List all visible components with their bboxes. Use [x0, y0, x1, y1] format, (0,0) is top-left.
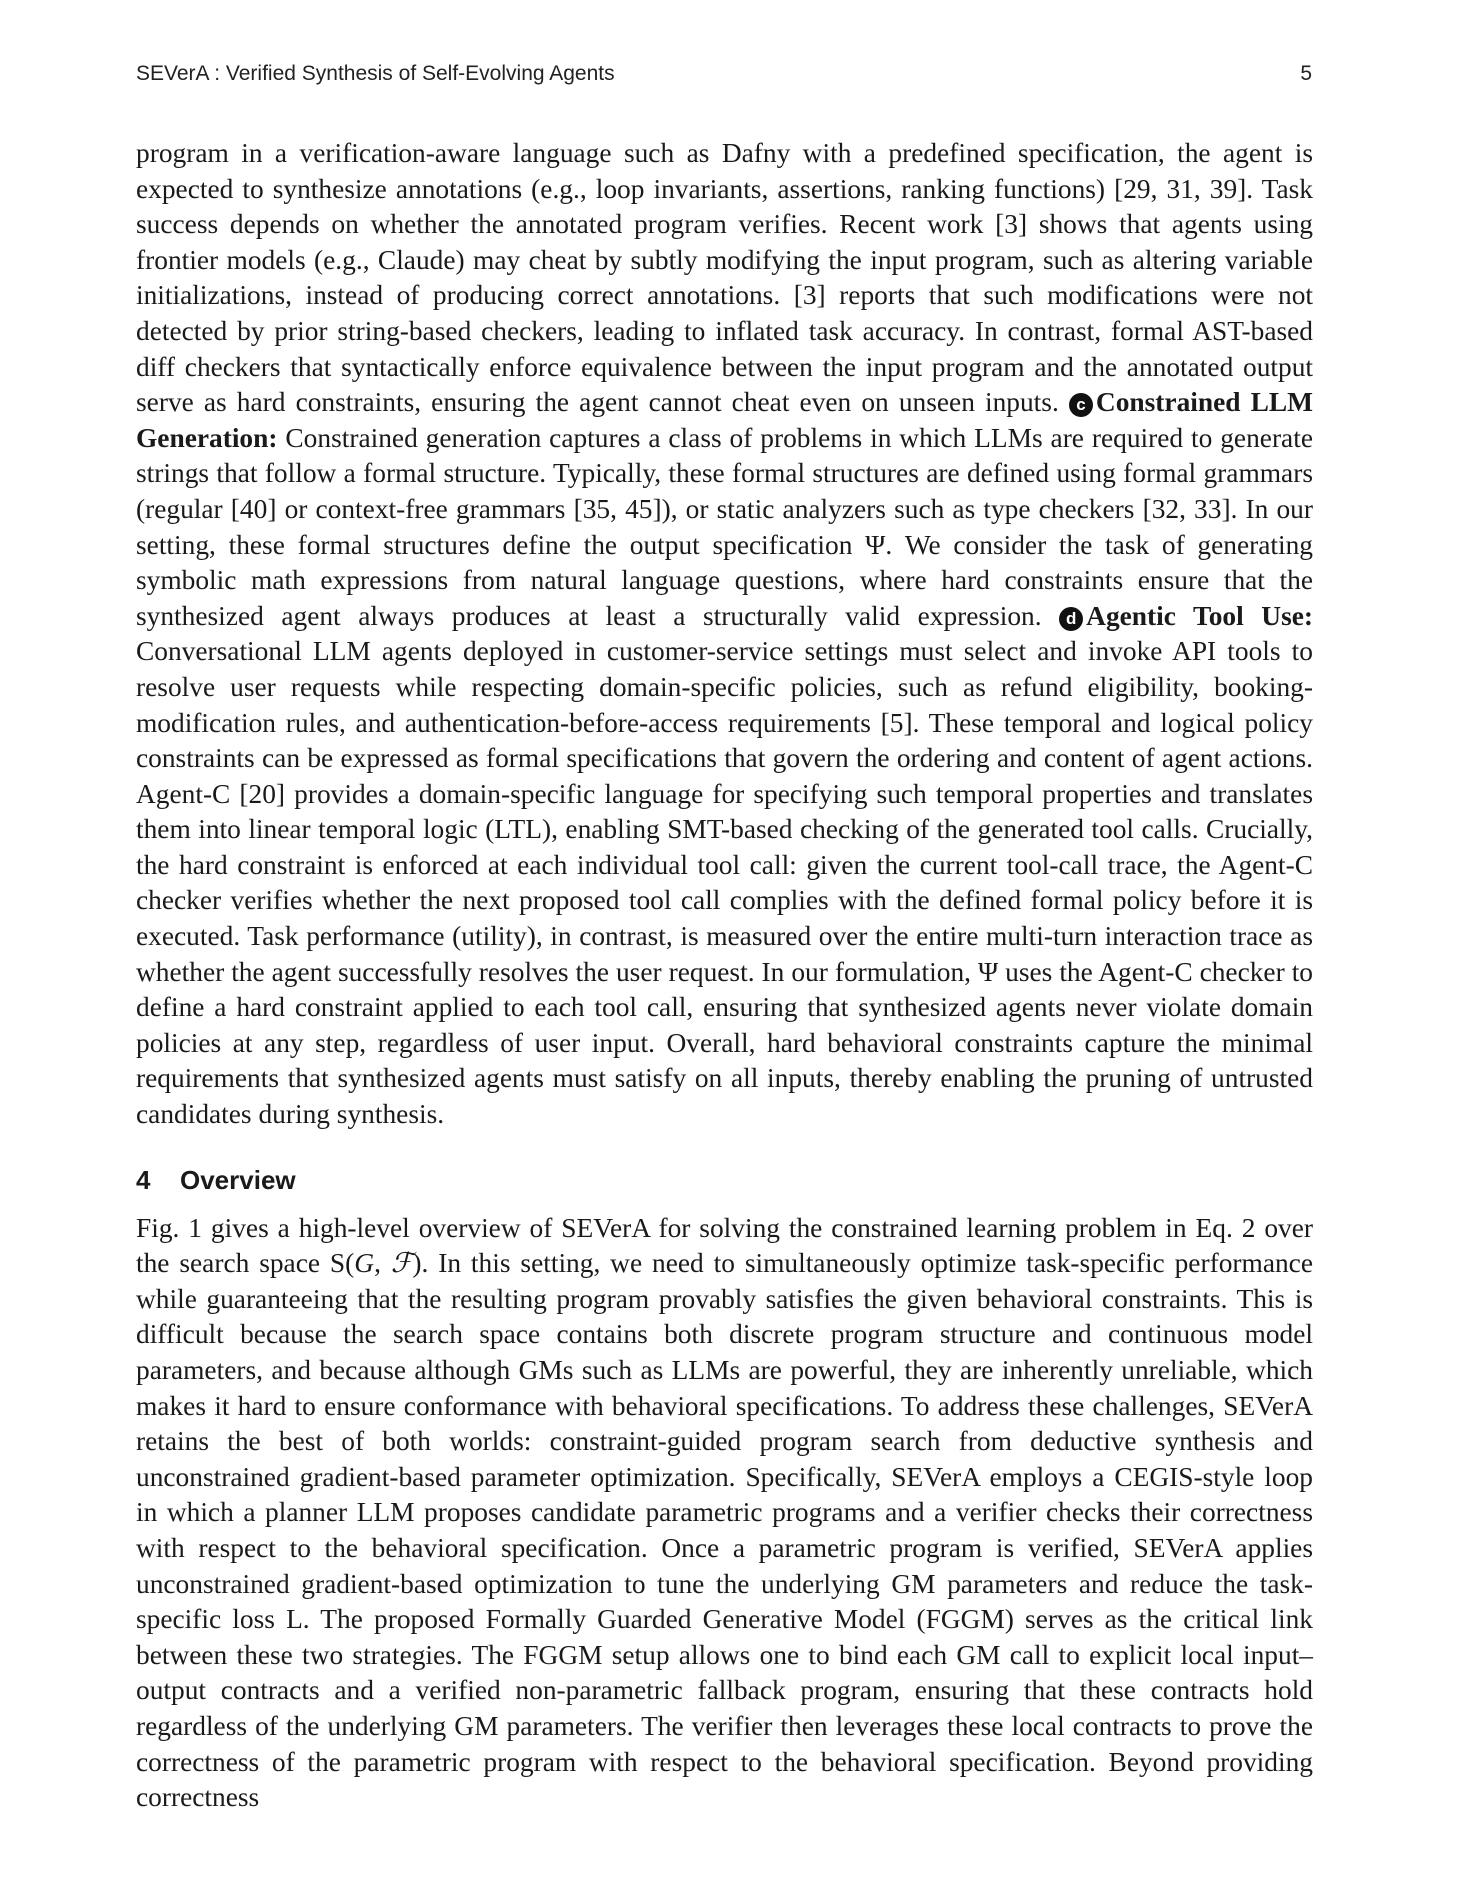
overview-text-rest: ). In this setting, we need to simultaneously optimize task-specific performance while guaranteeing that the resulting program provably satisfies the given behavioral constraints. This is difficult because the search space contains both discrete program structure and continuous model parameters, and because although GMs such as LLMs are powerful, they are inherently unreliable, which makes it hard to ensure conformance with behavioral specifications. To address these challenges, SEVerA retains the best of both worlds: constraint-guided program search from deductive synthesis and unconstrained gradient-based parameter optimization. Specifically, SEVerA employs a CEGIS-style loop in which a planner LLM proposes candidate parametric programs and a verifier checks their correctness with respect to the behavioral specification. Once a parametric program is verified, SEVerA applies unconstrained gradient-based optimization to tune the underlying GM parameters and reduce the task-specific loss L. The proposed Formally Guarded Generative Model (FGGM) serves as the critical link between these two strategies. The FGGM setup allows one to bind each GM call to explicit local input–output contracts and a verified non-parametric fallback program, ensuring that these contracts hold regardless of the underlying GM parameters. The verifier then leverages these local contracts to prove the correctness of the parametric program with respect to the behavioral specification. Beyond providing correctness [136, 1248, 1313, 1813]
overview-text-start: Fig. 1 gives a high-level overview of SEVerA for solving the constrained learning problem in Eq. 2 over the search space S( [136, 1212, 1313, 1279]
section-number: 4 [136, 1164, 151, 1195]
section-heading [136, 1163, 1313, 1197]
math-symbol-g: G [354, 1248, 375, 1279]
page-number: 5 [1300, 62, 1312, 85]
running-header [136, 62, 1312, 86]
paragraph-overview [136, 1211, 1313, 1816]
page-body [136, 136, 1313, 1816]
marker-d-icon: d [1059, 607, 1083, 631]
paragraph-task-examples [136, 136, 1313, 1133]
math-comma: , [374, 1248, 391, 1279]
running-title: SEVerA : Verified Synthesis of Self-Evolving Agents [136, 62, 615, 85]
run-in-heading-agentic-tool-use: Agentic Tool Use: [1086, 600, 1314, 631]
section-title: Overview [180, 1164, 296, 1195]
marker-c-icon: c [1069, 393, 1093, 417]
agentic-tool-use-text: Conversational LLM agents deployed in customer-service settings must select and invoke API tools to resolve user requests while respecting domain-specific policies, such as refund eligibility, booking-modification rules, and authentication-before-access requirements [5]. These temporal and logical policy constraints can be expressed as formal specifications that govern the ordering and content of agent actions. Agent-C [20] provides a domain-specific language for specifying such temporal properties and translates them into linear temporal logic (LTL), enabling SMT-based checking of the generated tool calls. Crucially, the hard constraint is enforced at each individual tool call: given the current tool-call trace, the Agent-C checker verifies whether the next proposed tool call complies with the defined formal policy before it is executed. Task performance (utility), in contrast, is measured over the entire multi-turn interaction trace as whether the agent successfully resolves the user request. In our formulation, Ψ uses the Agent-C checker to define a hard constraint applied to each tool call, ensuring that synthesized agents never violate domain policies at any step, regardless of user input. Overall, hard behavioral constraints capture the minimal requirements that synthesized agents must satisfy on all inputs, thereby enabling the pruning of untrusted candidates during synthesis. [136, 636, 1313, 1130]
paragraph-intro-text: program in a verification-aware language such as Dafny with a predefined specification, the agent is expected to synthesize annotations (e.g., loop invariants, assertions, ranking functions) [29, 31, 39]. Task success depends on whether the annotated program verifies. Recent work [3] shows that agents using frontier models (e.g., Claude) may cheat by subtly modifying the input program, such as altering variable initializations, instead of producing correct annotations. [3] reports that such modifications were not detected by prior string-based checkers, leading to inflated task accuracy. In contrast, formal AST-based diff checkers that syntactically enforce equivalence between the input program and the annotated output serve as hard constraints, ensuring the agent cannot cheat even on unseen inputs. [136, 138, 1313, 418]
run-in-heading-constrained-generation: Constrained LLM Generation: [136, 387, 1313, 453]
math-symbol-f: ℱ [390, 1248, 413, 1279]
constrained-generation-text: Constrained generation captures a class of problems in which LLMs are required to generate strings that follow a formal structure. Typically, these formal structures are defined using formal grammars (regular [40] or context-free grammars [35, 45]), or static analyzers such as type checkers [32, 33]. In our setting, these formal structures define the output specification Ψ. We consider the task of generating symbolic math expressions from natural language questions, where hard constraints ensure that the synthesized agent always produces at least a structurally valid expression. [136, 422, 1313, 631]
